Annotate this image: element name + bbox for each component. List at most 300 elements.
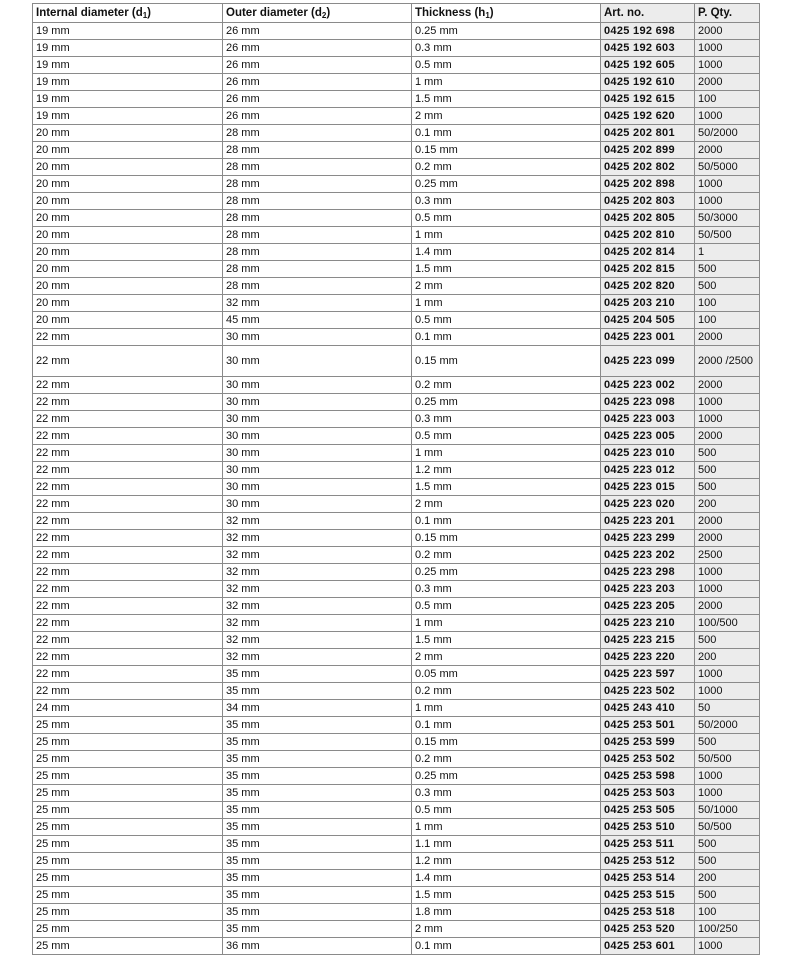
cell-pack-qty: 100: [695, 904, 760, 921]
cell-outer-diameter: 35 mm: [223, 887, 412, 904]
cell-internal-diameter: 22 mm: [33, 564, 223, 581]
cell-art-no: 0425 223 098: [601, 394, 695, 411]
cell-art-no: 0425 202 810: [601, 227, 695, 244]
cell-thickness: 1.5 mm: [412, 91, 601, 108]
cell-pack-qty: 100/500: [695, 615, 760, 632]
cell-outer-diameter: 28 mm: [223, 159, 412, 176]
table-row: [33, 819, 760, 836]
cell-internal-diameter: 25 mm: [33, 904, 223, 921]
cell-art-no: 0425 223 201: [601, 513, 695, 530]
cell-outer-diameter: 26 mm: [223, 74, 412, 91]
cell-outer-diameter: 35 mm: [223, 836, 412, 853]
cell-outer-diameter: 35 mm: [223, 921, 412, 938]
cell-outer-diameter: 35 mm: [223, 683, 412, 700]
cell-internal-diameter: 22 mm: [33, 445, 223, 462]
cell-outer-diameter: 26 mm: [223, 57, 412, 74]
table-row: [33, 261, 760, 278]
cell-art-no: 0425 223 015: [601, 479, 695, 496]
cell-pack-qty: 50/2000: [695, 717, 760, 734]
cell-thickness: 0.5 mm: [412, 428, 601, 445]
cell-art-no: 0425 192 603: [601, 40, 695, 57]
table-row: [33, 159, 760, 176]
cell-outer-diameter: 30 mm: [223, 445, 412, 462]
cell-outer-diameter: 32 mm: [223, 581, 412, 598]
table-row: [33, 108, 760, 125]
cell-pack-qty: 200: [695, 870, 760, 887]
cell-thickness: 0.25 mm: [412, 394, 601, 411]
cell-internal-diameter: 25 mm: [33, 921, 223, 938]
cell-internal-diameter: 19 mm: [33, 91, 223, 108]
cell-outer-diameter: 32 mm: [223, 598, 412, 615]
cell-art-no: 0425 223 205: [601, 598, 695, 615]
cell-outer-diameter: 35 mm: [223, 819, 412, 836]
cell-internal-diameter: 19 mm: [33, 23, 223, 40]
cell-thickness: 0.3 mm: [412, 785, 601, 802]
cell-pack-qty: 500: [695, 632, 760, 649]
cell-art-no: 0425 223 220: [601, 649, 695, 666]
cell-art-no: 0425 202 820: [601, 278, 695, 295]
cell-internal-diameter: 25 mm: [33, 819, 223, 836]
cell-art-no: 0425 253 503: [601, 785, 695, 802]
cell-outer-diameter: 30 mm: [223, 346, 412, 377]
cell-internal-diameter: 22 mm: [33, 530, 223, 547]
table-row: [33, 598, 760, 615]
cell-art-no: 0425 253 601: [601, 938, 695, 955]
cell-art-no: 0425 253 510: [601, 819, 695, 836]
cell-outer-diameter: 28 mm: [223, 142, 412, 159]
cell-internal-diameter: 22 mm: [33, 479, 223, 496]
cell-internal-diameter: 19 mm: [33, 40, 223, 57]
header-outer-diameter: Outer diameter $(d_2)$: [223, 4, 412, 23]
cell-thickness: 2 mm: [412, 921, 601, 938]
header-art-no: Art. no.: [601, 4, 695, 23]
cell-thickness: 1 mm: [412, 700, 601, 717]
cell-internal-diameter: 20 mm: [33, 142, 223, 159]
cell-pack-qty: 2000 /2500: [695, 346, 760, 377]
cell-thickness: 1 mm: [412, 819, 601, 836]
cell-pack-qty: 200: [695, 649, 760, 666]
cell-art-no: 0425 192 610: [601, 74, 695, 91]
cell-outer-diameter: 26 mm: [223, 91, 412, 108]
cell-thickness: 1.4 mm: [412, 244, 601, 261]
cell-internal-diameter: 22 mm: [33, 666, 223, 683]
cell-internal-diameter: 22 mm: [33, 411, 223, 428]
cell-art-no: 0425 223 002: [601, 377, 695, 394]
cell-thickness: 1 mm: [412, 227, 601, 244]
cell-art-no: 0425 202 814: [601, 244, 695, 261]
cell-outer-diameter: 32 mm: [223, 547, 412, 564]
table-row: [33, 717, 760, 734]
cell-thickness: 0.3 mm: [412, 193, 601, 210]
cell-thickness: 0.25 mm: [412, 768, 601, 785]
cell-outer-diameter: 35 mm: [223, 904, 412, 921]
table-row: [33, 176, 760, 193]
table-row: [33, 244, 760, 261]
cell-internal-diameter: 22 mm: [33, 329, 223, 346]
cell-thickness: 0.25 mm: [412, 176, 601, 193]
cell-internal-diameter: 25 mm: [33, 768, 223, 785]
cell-art-no: 0425 202 815: [601, 261, 695, 278]
cell-art-no: 0425 223 215: [601, 632, 695, 649]
cell-pack-qty: 100/250: [695, 921, 760, 938]
cell-art-no: 0425 202 802: [601, 159, 695, 176]
header-thickness: Thickness $(h_1)$: [412, 4, 601, 23]
cell-pack-qty: 1000: [695, 938, 760, 955]
cell-pack-qty: 50/2000: [695, 125, 760, 142]
cell-pack-qty: 50/3000: [695, 210, 760, 227]
cell-thickness: 2 mm: [412, 108, 601, 125]
cell-thickness: 1.8 mm: [412, 904, 601, 921]
cell-art-no: 0425 192 620: [601, 108, 695, 125]
cell-art-no: 0425 223 020: [601, 496, 695, 513]
table-row: [33, 428, 760, 445]
cell-thickness: 0.1 mm: [412, 125, 601, 142]
cell-pack-qty: 1000: [695, 394, 760, 411]
cell-thickness: 0.3 mm: [412, 581, 601, 598]
cell-outer-diameter: 28 mm: [223, 261, 412, 278]
cell-thickness: 1 mm: [412, 615, 601, 632]
cell-internal-diameter: 25 mm: [33, 887, 223, 904]
table-row: [33, 768, 760, 785]
cell-internal-diameter: 20 mm: [33, 312, 223, 329]
cell-art-no: 0425 223 010: [601, 445, 695, 462]
cell-thickness: 1.5 mm: [412, 261, 601, 278]
cell-thickness: 0.2 mm: [412, 377, 601, 394]
cell-internal-diameter: 20 mm: [33, 227, 223, 244]
cell-art-no: 0425 223 210: [601, 615, 695, 632]
cell-thickness: 2 mm: [412, 278, 601, 295]
cell-thickness: 0.5 mm: [412, 598, 601, 615]
cell-thickness: 1 mm: [412, 74, 601, 91]
cell-art-no: 0425 253 599: [601, 734, 695, 751]
cell-thickness: 0.1 mm: [412, 717, 601, 734]
cell-thickness: 1 mm: [412, 445, 601, 462]
spec-table: [32, 3, 760, 955]
cell-pack-qty: 1000: [695, 108, 760, 125]
cell-outer-diameter: 30 mm: [223, 428, 412, 445]
cell-outer-diameter: 32 mm: [223, 530, 412, 547]
cell-outer-diameter: 34 mm: [223, 700, 412, 717]
cell-internal-diameter: 25 mm: [33, 870, 223, 887]
cell-pack-qty: 500: [695, 853, 760, 870]
cell-pack-qty: 1000: [695, 683, 760, 700]
cell-pack-qty: 2000: [695, 377, 760, 394]
cell-pack-qty: 1000: [695, 666, 760, 683]
table-row: [33, 683, 760, 700]
cell-internal-diameter: 19 mm: [33, 74, 223, 91]
cell-pack-qty: 500: [695, 479, 760, 496]
cell-thickness: 0.1 mm: [412, 329, 601, 346]
cell-art-no: 0425 223 502: [601, 683, 695, 700]
table-row: [33, 921, 760, 938]
cell-pack-qty: 500: [695, 261, 760, 278]
cell-pack-qty: 1000: [695, 193, 760, 210]
cell-thickness: 1 mm: [412, 295, 601, 312]
cell-thickness: 1.4 mm: [412, 870, 601, 887]
cell-pack-qty: 100: [695, 91, 760, 108]
cell-art-no: 0425 253 505: [601, 802, 695, 819]
cell-pack-qty: 500: [695, 887, 760, 904]
cell-thickness: 0.5 mm: [412, 210, 601, 227]
cell-art-no: 0425 223 012: [601, 462, 695, 479]
cell-internal-diameter: 25 mm: [33, 938, 223, 955]
cell-internal-diameter: 19 mm: [33, 57, 223, 74]
table-row: [33, 210, 760, 227]
cell-thickness: 1.5 mm: [412, 632, 601, 649]
cell-internal-diameter: 25 mm: [33, 751, 223, 768]
cell-art-no: 0425 223 005: [601, 428, 695, 445]
cell-internal-diameter: 22 mm: [33, 547, 223, 564]
cell-thickness: 0.15 mm: [412, 142, 601, 159]
cell-pack-qty: 50/500: [695, 751, 760, 768]
cell-outer-diameter: 28 mm: [223, 125, 412, 142]
cell-pack-qty: 50/500: [695, 819, 760, 836]
cell-pack-qty: 1: [695, 244, 760, 261]
table-row: [33, 125, 760, 142]
cell-thickness: 0.15 mm: [412, 346, 601, 377]
cell-thickness: 1.2 mm: [412, 853, 601, 870]
cell-art-no: 0425 202 803: [601, 193, 695, 210]
cell-thickness: 0.15 mm: [412, 734, 601, 751]
cell-art-no: 0425 192 698: [601, 23, 695, 40]
cell-pack-qty: 2000: [695, 74, 760, 91]
cell-internal-diameter: 20 mm: [33, 244, 223, 261]
table-row: [33, 887, 760, 904]
cell-pack-qty: 2000: [695, 23, 760, 40]
cell-pack-qty: 200: [695, 496, 760, 513]
cell-pack-qty: 1000: [695, 564, 760, 581]
cell-art-no: 0425 253 520: [601, 921, 695, 938]
header-row: [33, 4, 760, 23]
cell-art-no: 0425 243 410: [601, 700, 695, 717]
cell-outer-diameter: 30 mm: [223, 329, 412, 346]
cell-thickness: 0.2 mm: [412, 683, 601, 700]
cell-thickness: 0.3 mm: [412, 411, 601, 428]
cell-pack-qty: 2500: [695, 547, 760, 564]
cell-outer-diameter: 32 mm: [223, 295, 412, 312]
table-row: [33, 496, 760, 513]
table-row: [33, 734, 760, 751]
cell-pack-qty: 500: [695, 445, 760, 462]
cell-internal-diameter: 22 mm: [33, 513, 223, 530]
cell-thickness: 0.5 mm: [412, 312, 601, 329]
cell-thickness: 0.5 mm: [412, 802, 601, 819]
cell-internal-diameter: 25 mm: [33, 785, 223, 802]
cell-thickness: 0.1 mm: [412, 938, 601, 955]
table-row: [33, 666, 760, 683]
cell-outer-diameter: 36 mm: [223, 938, 412, 955]
cell-internal-diameter: 20 mm: [33, 295, 223, 312]
cell-art-no: 0425 253 514: [601, 870, 695, 887]
cell-art-no: 0425 223 001: [601, 329, 695, 346]
cell-art-no: 0425 223 003: [601, 411, 695, 428]
cell-pack-qty: 500: [695, 278, 760, 295]
cell-pack-qty: 2000: [695, 513, 760, 530]
cell-internal-diameter: 20 mm: [33, 125, 223, 142]
cell-internal-diameter: 22 mm: [33, 581, 223, 598]
cell-art-no: 0425 253 501: [601, 717, 695, 734]
cell-outer-diameter: 28 mm: [223, 193, 412, 210]
cell-art-no: 0425 253 598: [601, 768, 695, 785]
cell-outer-diameter: 28 mm: [223, 227, 412, 244]
table-row: [33, 802, 760, 819]
cell-art-no: 0425 202 899: [601, 142, 695, 159]
table-row: [33, 751, 760, 768]
table-row: [33, 581, 760, 598]
cell-outer-diameter: 30 mm: [223, 411, 412, 428]
table-row: [33, 278, 760, 295]
cell-outer-diameter: 30 mm: [223, 479, 412, 496]
cell-outer-diameter: 32 mm: [223, 632, 412, 649]
cell-thickness: 0.2 mm: [412, 547, 601, 564]
table-row: [33, 938, 760, 955]
cell-outer-diameter: 35 mm: [223, 870, 412, 887]
cell-internal-diameter: 20 mm: [33, 210, 223, 227]
cell-art-no: 0425 203 210: [601, 295, 695, 312]
table-row: [33, 853, 760, 870]
cell-pack-qty: 100: [695, 312, 760, 329]
table-row: [33, 312, 760, 329]
header-internal-diameter: Internal diameter $(d_1)$: [33, 4, 223, 23]
table-row: [33, 91, 760, 108]
cell-internal-diameter: 25 mm: [33, 717, 223, 734]
table-row: [33, 74, 760, 91]
cell-pack-qty: 1000: [695, 40, 760, 57]
cell-internal-diameter: 22 mm: [33, 428, 223, 445]
cell-pack-qty: 50: [695, 700, 760, 717]
table-row: [33, 632, 760, 649]
cell-art-no: 0425 223 298: [601, 564, 695, 581]
cell-art-no: 0425 192 605: [601, 57, 695, 74]
cell-outer-diameter: 30 mm: [223, 377, 412, 394]
table-row: [33, 462, 760, 479]
header-pack-qty: P. Qty.: [695, 4, 760, 23]
cell-internal-diameter: 22 mm: [33, 496, 223, 513]
cell-outer-diameter: 26 mm: [223, 23, 412, 40]
cell-pack-qty: 500: [695, 462, 760, 479]
cell-internal-diameter: 20 mm: [33, 193, 223, 210]
cell-art-no: 0425 223 099: [601, 346, 695, 377]
table-row: [33, 377, 760, 394]
cell-outer-diameter: 32 mm: [223, 564, 412, 581]
cell-internal-diameter: 22 mm: [33, 683, 223, 700]
cell-thickness: 1.5 mm: [412, 479, 601, 496]
cell-art-no: 0425 202 801: [601, 125, 695, 142]
cell-internal-diameter: 25 mm: [33, 802, 223, 819]
cell-outer-diameter: 30 mm: [223, 394, 412, 411]
cell-internal-diameter: 20 mm: [33, 278, 223, 295]
cell-internal-diameter: 22 mm: [33, 632, 223, 649]
cell-art-no: 0425 223 299: [601, 530, 695, 547]
cell-pack-qty: 1000: [695, 785, 760, 802]
cell-pack-qty: 2000: [695, 598, 760, 615]
cell-outer-diameter: 28 mm: [223, 278, 412, 295]
table-row: [33, 394, 760, 411]
cell-outer-diameter: 45 mm: [223, 312, 412, 329]
table-row: [33, 57, 760, 74]
cell-thickness: 0.2 mm: [412, 159, 601, 176]
cell-thickness: 1.5 mm: [412, 887, 601, 904]
cell-art-no: 0425 223 203: [601, 581, 695, 598]
cell-thickness: 0.15 mm: [412, 530, 601, 547]
table-row: [33, 40, 760, 57]
table-row: [33, 411, 760, 428]
table-row: [33, 479, 760, 496]
cell-art-no: 0425 223 202: [601, 547, 695, 564]
table-row: [33, 836, 760, 853]
table-row: [33, 564, 760, 581]
cell-internal-diameter: 20 mm: [33, 261, 223, 278]
cell-outer-diameter: 35 mm: [223, 785, 412, 802]
cell-thickness: 1.1 mm: [412, 836, 601, 853]
cell-outer-diameter: 35 mm: [223, 853, 412, 870]
cell-pack-qty: 1000: [695, 768, 760, 785]
cell-outer-diameter: 26 mm: [223, 40, 412, 57]
cell-internal-diameter: 22 mm: [33, 649, 223, 666]
cell-pack-qty: 100: [695, 295, 760, 312]
table-row: [33, 513, 760, 530]
table-row: [33, 445, 760, 462]
table-row: [33, 870, 760, 887]
table-row: [33, 530, 760, 547]
cell-outer-diameter: 28 mm: [223, 244, 412, 261]
cell-thickness: 2 mm: [412, 496, 601, 513]
cell-outer-diameter: 26 mm: [223, 108, 412, 125]
cell-thickness: 0.5 mm: [412, 57, 601, 74]
table-row: [33, 142, 760, 159]
cell-internal-diameter: 25 mm: [33, 836, 223, 853]
table-row: [33, 547, 760, 564]
cell-pack-qty: 2000: [695, 428, 760, 445]
cell-pack-qty: 500: [695, 734, 760, 751]
cell-internal-diameter: 25 mm: [33, 853, 223, 870]
cell-pack-qty: 1000: [695, 581, 760, 598]
cell-thickness: 0.05 mm: [412, 666, 601, 683]
table-row: [33, 227, 760, 244]
cell-internal-diameter: 22 mm: [33, 462, 223, 479]
cell-internal-diameter: 22 mm: [33, 598, 223, 615]
cell-pack-qty: 50/500: [695, 227, 760, 244]
cell-art-no: 0425 192 615: [601, 91, 695, 108]
cell-pack-qty: 500: [695, 836, 760, 853]
cell-outer-diameter: 35 mm: [223, 751, 412, 768]
cell-pack-qty: 2000: [695, 142, 760, 159]
cell-internal-diameter: 22 mm: [33, 377, 223, 394]
table-row: [33, 295, 760, 312]
cell-outer-diameter: 35 mm: [223, 717, 412, 734]
cell-outer-diameter: 30 mm: [223, 462, 412, 479]
table-row: [33, 904, 760, 921]
cell-art-no: 0425 253 515: [601, 887, 695, 904]
table-header: [33, 4, 760, 23]
cell-outer-diameter: 32 mm: [223, 513, 412, 530]
cell-pack-qty: 2000: [695, 329, 760, 346]
cell-internal-diameter: 22 mm: [33, 394, 223, 411]
cell-art-no: 0425 253 518: [601, 904, 695, 921]
cell-internal-diameter: 22 mm: [33, 346, 223, 377]
table-body: [33, 23, 760, 955]
cell-art-no: 0425 253 512: [601, 853, 695, 870]
cell-outer-diameter: 30 mm: [223, 496, 412, 513]
cell-art-no: 0425 202 805: [601, 210, 695, 227]
cell-outer-diameter: 35 mm: [223, 666, 412, 683]
cell-outer-diameter: 28 mm: [223, 210, 412, 227]
cell-internal-diameter: 25 mm: [33, 734, 223, 751]
cell-thickness: 2 mm: [412, 649, 601, 666]
cell-pack-qty: 2000: [695, 530, 760, 547]
table-row: [33, 700, 760, 717]
cell-pack-qty: 1000: [695, 176, 760, 193]
